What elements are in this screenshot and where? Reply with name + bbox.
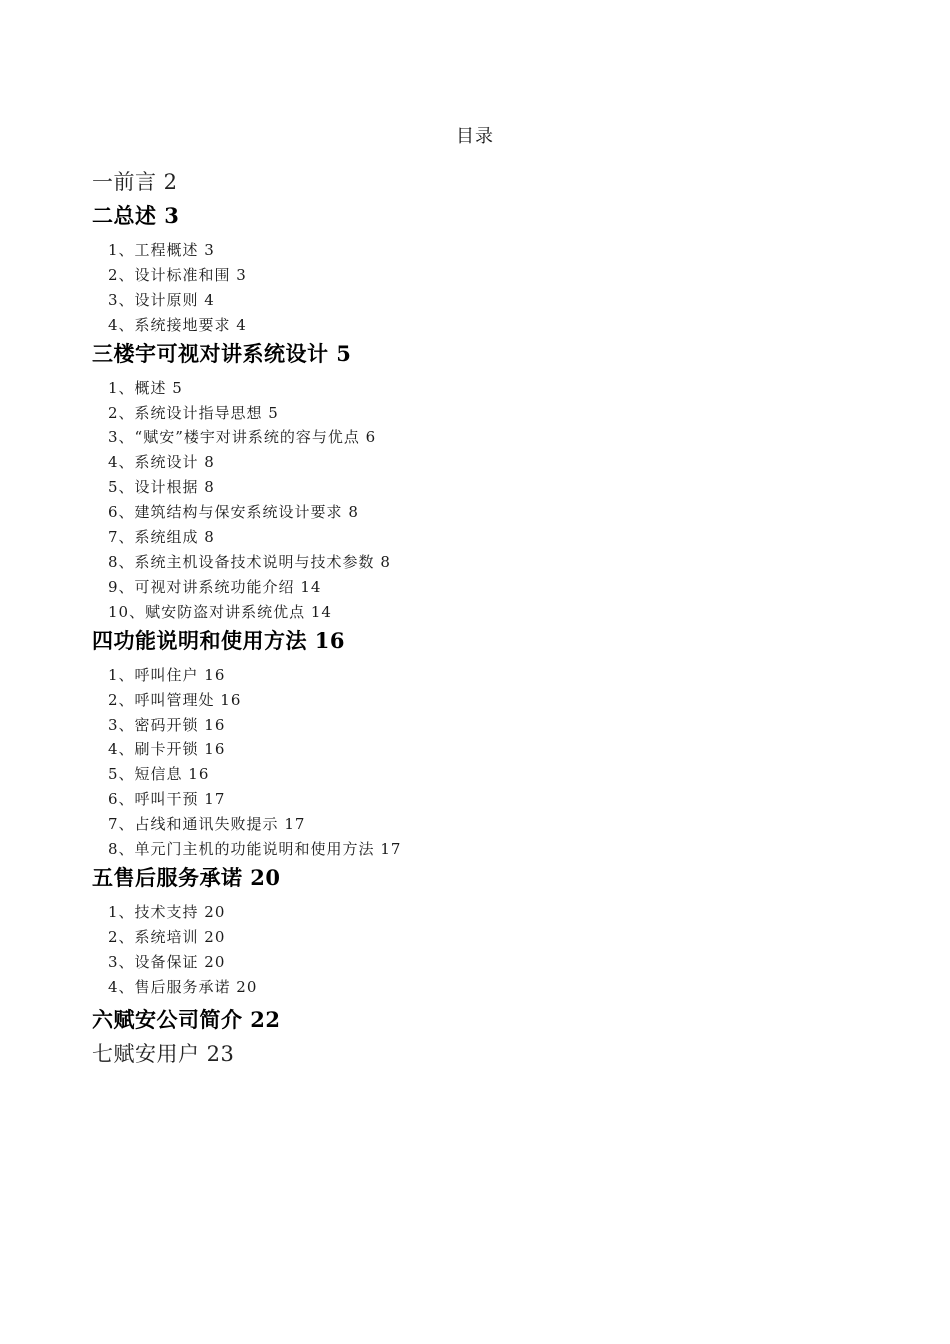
toc-subsection[interactable]: 8、系统主机设备技术说明与技术参数 8 xyxy=(108,552,391,571)
toc-subsection[interactable]: 10、赋安防盗对讲系统优点 14 xyxy=(108,602,332,621)
toc-subsection[interactable]: 1、工程概述 3 xyxy=(108,241,215,259)
toc-subsection-list xyxy=(92,663,912,862)
toc-section-company-intro[interactable]: 六赋安公司简介 22 xyxy=(92,1006,281,1032)
toc-subsection[interactable]: 2、呼叫管理处 16 xyxy=(108,690,242,709)
toc-subsection[interactable]: 7、占线和通讯失败提示 17 xyxy=(108,815,306,834)
toc-section-preface[interactable]: 一前言 2 xyxy=(92,170,178,194)
toc-subsection[interactable]: 3、密码开锁 16 xyxy=(108,715,226,734)
toc-subsection[interactable]: 6、呼叫干预 17 xyxy=(108,790,226,809)
toc-title: 目录 xyxy=(456,126,494,147)
toc-subsection[interactable]: 2、设计标准和围 3 xyxy=(108,265,247,284)
toc-subsection[interactable]: 1、技术支持 20 xyxy=(108,902,226,921)
toc-subsection[interactable]: 3、“赋安”楼宇对讲系统的容与优点 6 xyxy=(108,428,377,447)
toc-subsection[interactable]: 1、概述 5 xyxy=(108,378,183,397)
toc-subsection[interactable]: 4、系统设计 8 xyxy=(108,453,215,472)
toc-subsection[interactable]: 5、设计根据 8 xyxy=(108,478,215,497)
toc-subsection[interactable]: 4、刷卡开锁 16 xyxy=(108,740,226,759)
toc-subsection[interactable]: 3、设备保证 20 xyxy=(108,952,226,971)
toc-section-overview[interactable]: 二总述 3 xyxy=(92,203,180,228)
toc-section-users[interactable]: 七赋安用户 23 xyxy=(92,1041,235,1066)
toc-subsection[interactable]: 1、呼叫住户 16 xyxy=(108,665,226,684)
toc-subsection[interactable]: 4、售后服务承诺 20 xyxy=(108,977,258,996)
toc-subsection-list xyxy=(92,900,912,1000)
toc-subsection[interactable]: 9、可视对讲系统功能介绍 14 xyxy=(108,577,322,596)
toc-section-functions[interactable]: 四功能说明和使用方法 16 xyxy=(92,627,346,653)
toc-subsection[interactable]: 8、单元门主机的功能说明和使用方法 17 xyxy=(108,840,402,859)
toc-subsection[interactable]: 2、系统设计指导思想 5 xyxy=(108,403,279,422)
toc-subsection[interactable]: 2、系统培训 20 xyxy=(108,927,226,946)
toc-subsection[interactable]: 5、短信息 16 xyxy=(108,765,210,784)
toc-subsection[interactable]: 7、系统组成 8 xyxy=(108,528,215,547)
toc-subsection-list xyxy=(92,238,912,338)
toc-subsection[interactable]: 4、系统接地要求 4 xyxy=(108,315,247,334)
toc-subsection[interactable]: 6、建筑结构与保安系统设计要求 8 xyxy=(108,503,359,522)
table-of-contents xyxy=(92,168,912,1068)
toc-section-after-sales[interactable]: 五售后服务承诺 20 xyxy=(92,864,281,890)
toc-subsection[interactable]: 3、设计原则 4 xyxy=(108,290,215,309)
toc-subsection-list xyxy=(92,376,912,625)
toc-section-intercom-design[interactable]: 三楼宇可视对讲系统设计 5 xyxy=(92,340,352,366)
